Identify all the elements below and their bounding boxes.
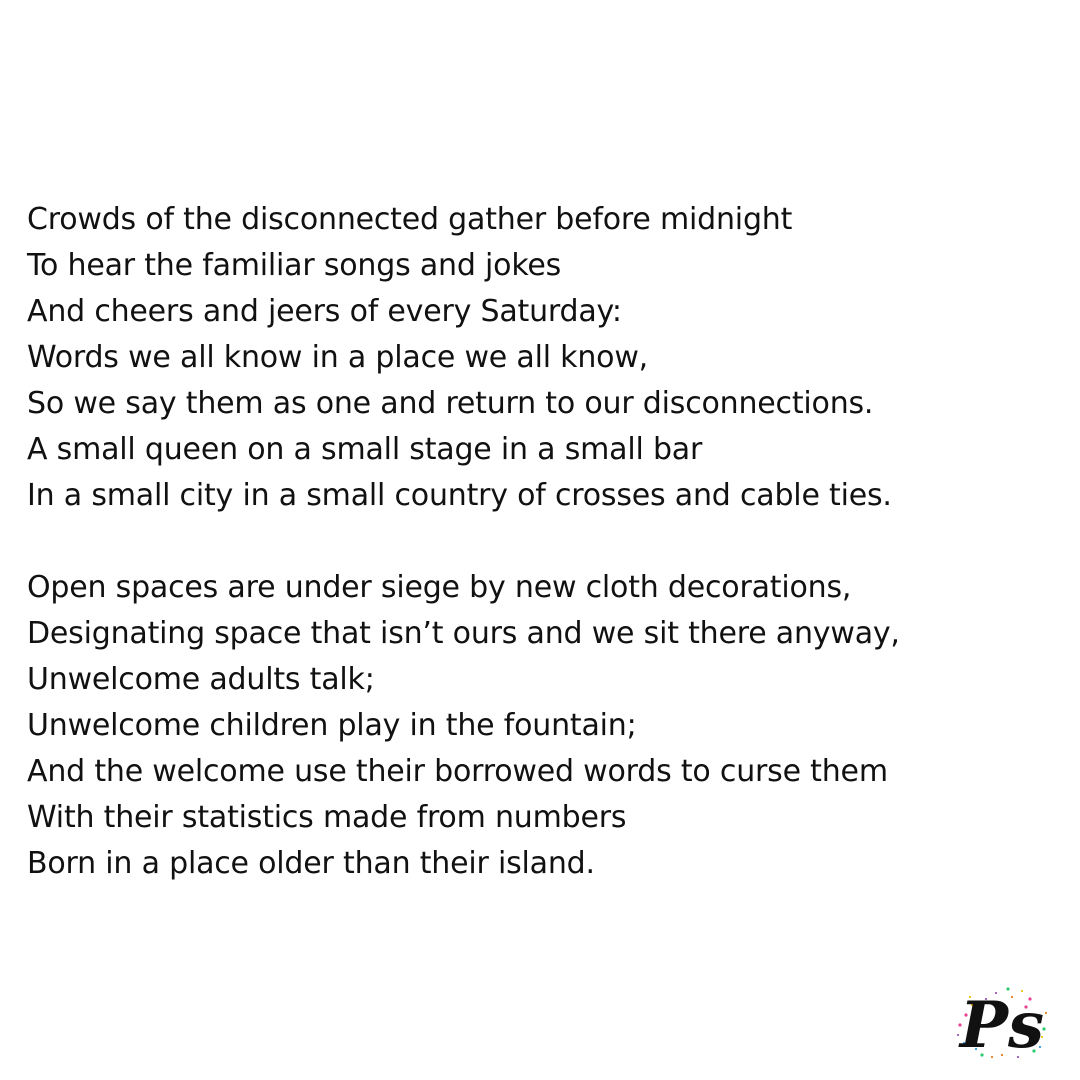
poem-line: Born in a place older than their island. [27,846,595,881]
stanza-1 [27,197,1067,519]
poem-line: Words we all know in a place we all know, [27,340,648,375]
poem-line: Crowds of the disconnected gather before midnight [27,202,793,237]
ps-logo-icon [952,985,1048,1061]
sparkle-dot [957,1034,959,1036]
poem [27,197,1067,887]
sparkle-dot [1045,1012,1047,1014]
stanza-2 [27,565,1067,887]
poem-line: And cheers and jeers of every Saturday: [27,294,622,329]
poem-line: A small queen on a small stage in a small bar [27,432,703,467]
poem-line: Designating space that isn’t ours and we sit there anyway, [27,616,900,651]
ps-logo-graphic [952,985,1048,1061]
logo-text: Ps [959,988,1045,1061]
poem-line: Unwelcome children play in the fountain; [27,708,637,743]
poem-line: In a small city in a small country of crosses and cable ties. [27,478,892,513]
poem-line: With their statistics made from numbers [27,800,627,835]
poem-line: And the welcome use their borrowed words to curse them [27,754,888,789]
poem-line: Unwelcome adults talk; [27,662,375,697]
poem-line: So we say them as one and return to our disconnections. [27,386,874,421]
poem-line: To hear the familiar songs and jokes [27,248,562,283]
poem-line: Open spaces are under siege by new cloth decorations, [27,570,852,605]
